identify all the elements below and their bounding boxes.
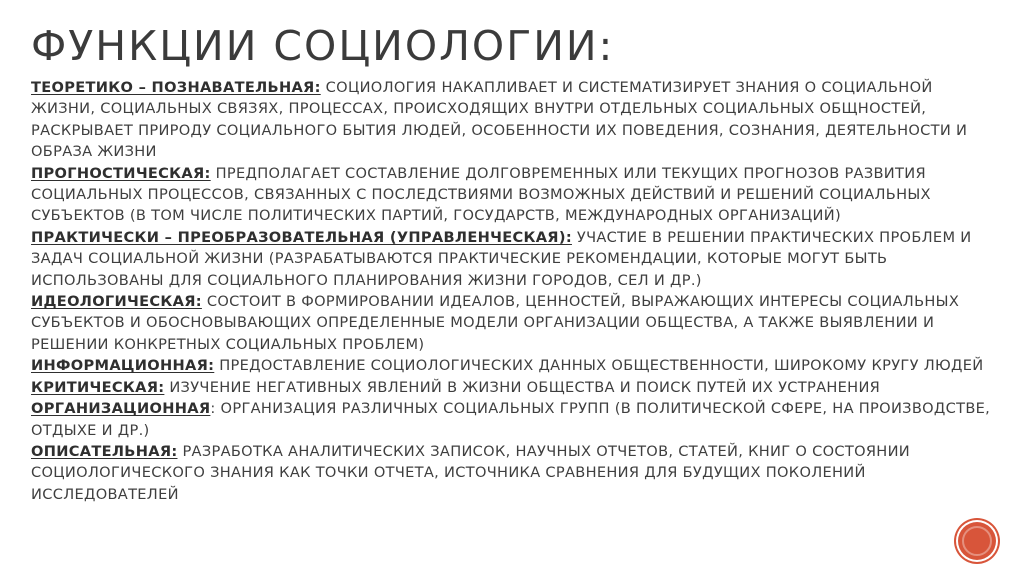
function-description: СОСТОИТ В ФОРМИРОВАНИИ ИДЕАЛОВ, ЦЕННОСТЕЙ, ВЫРАЖАЮЩИХ ИНТЕРЕСЫ СОЦИАЛЬНЫХ СУБЪЕКТОВ И ОБОСНОВЫВАЮЩИХ ОПРЕДЕЛЕННЫЕ МОДЕЛИ ОРГАНИЗАЦИИ ОБЩЕСТВА, А ТАКЖЕ ВЫЯВЛЕНИИ И РЕШЕНИИ КОНКРЕТНЫХ СОЦИАЛЬНЫХ ПРОБЛЕМ) (31, 293, 960, 353)
function-term: ИДЕОЛОГИЧЕСКАЯ: (31, 293, 202, 311)
function-term: ТЕОРЕТИКО – ПОЗНАВАТЕЛЬНАЯ: (31, 79, 321, 96)
function-item-descriptive (31, 441, 996, 505)
function-item-critical (31, 377, 996, 398)
slide-title: ФУНКЦИИ СОЦИОЛОГИИ: (31, 22, 615, 70)
function-description: ПРЕДОСТАВЛЕНИЕ СОЦИОЛОГИЧЕСКИХ ДАННЫХ ОБЩЕСТВЕННОСТИ, ШИРОКОМУ КРУГУ ЛЮДЕЙ (214, 357, 984, 375)
function-item-practical (31, 227, 996, 291)
function-description: ПРЕДПОЛАГАЕТ СОСТАВЛЕНИЕ ДОЛГОВРЕМЕННЫХ ИЛИ ТЕКУЩИХ ПРОГНОЗОВ РАЗВИТИЯ СОЦИАЛЬНЫХ ПРОЦЕССОВ, СВЯЗАННЫХ С ПОСЛЕДСТВИЯМИ ВОЗМОЖНЫХ ДЕЙСТВИЙ И РЕШЕНИЙ СОЦИАЛЬНЫХ СУБЪЕКТОВ (В ТОМ ЧИСЛЕ ПОЛИТИЧЕСКИХ ПАРТИЙ, ГОСУДАРСТВ, МЕЖДУНАРОДНЫХ ОРГАНИЗАЦИЙ) (31, 164, 931, 225)
function-item-prognostic (31, 163, 996, 227)
slide-nav-circle-icon[interactable] (958, 522, 996, 560)
function-item-informational (31, 355, 996, 376)
function-item-organizational (31, 398, 996, 441)
function-term: ОРГАНИЗАЦИОННАЯ (31, 400, 211, 418)
function-description: УЧАСТИЕ В РЕШЕНИИ ПРАКТИЧЕСКИХ ПРОБЛЕМ И ЗАДАЧ СОЦИАЛЬНОЙ ЖИЗНИ (РАЗРАБАТЫВАЮТСЯ ПРАКТИЧЕСКИЕ РЕКОМЕНДАЦИИ, КОТОРЫЕ МОГУТ БЫТЬ ИСПОЛЬЗОВАНЫ ДЛЯ СОЦИАЛЬНОГО ПЛАНИРОВАНИЯ ЖИЗНИ ГОРОДОВ, СЕЛ И ДР.) (31, 228, 972, 289)
function-term: ОПИСАТЕЛЬНАЯ: (31, 442, 178, 460)
function-description: ИЗУЧЕНИЕ НЕГАТИВНЫХ ЯВЛЕНИЙ В ЖИЗНИ ОБЩЕСТВА И ПОИСК ПУТЕЙ ИХ УСТРАНЕНИЯ (164, 378, 881, 396)
function-item-theoretical (31, 77, 996, 163)
function-description: СОЦИОЛОГИЯ НАКАПЛИВАЕТ И СИСТЕМАТИЗИРУЕТ ЗНАНИЯ О СОЦИАЛЬНОЙ ЖИЗНИ, СОЦИАЛЬНЫХ СВЯЗЯХ, ПРОЦЕССАХ, ПРОИСХОДЯЩИХ ВНУТРИ ОТДЕЛЬНЫХ СОЦИАЛЬНЫХ ОБЩНОСТЕЙ, РАСКРЫВАЕТ ПРИРОДУ СОЦИАЛЬНОГО БЫТИЯ ЛЮДЕЙ, ОСОБЕННОСТИ ИХ ПОВЕДЕНИЯ, СОЗНАНИЯ, ДЕЯТЕЛЬНОСТИ И ОБРАЗА ЖИЗНИ (31, 79, 968, 161)
function-term: ПРАКТИЧЕСКИ – ПРЕОБРАЗОВАТЕЛЬНАЯ (УПРАВЛЕНЧЕСКАЯ): (31, 228, 572, 246)
function-term: КРИТИЧЕСКАЯ: (31, 378, 165, 396)
functions-list (31, 77, 996, 505)
function-term: ИНФОРМАЦИОННАЯ: (31, 357, 215, 375)
function-description: : ОРГАНИЗАЦИЯ РАЗЛИЧНЫХ СОЦИАЛЬНЫХ ГРУПП (В ПОЛИТИЧЕСКОЙ СФЕРЕ, НА ПРОИЗВОДСТВЕ, ОТДЫХЕ И ДР.) (31, 400, 991, 439)
function-term: ПРОГНОСТИЧЕСКАЯ: (31, 164, 211, 182)
function-item-ideological (31, 291, 996, 355)
function-description: РАЗРАБОТКА АНАЛИТИЧЕСКИХ ЗАПИСОК, НАУЧНЫХ ОТЧЕТОВ, СТАТЕЙ, КНИГ О СОСТОЯНИИ СОЦИОЛОГИЧЕСКОГО ЗНАНИЯ КАК ТОЧКИ ОТЧЕТА, ИСТОЧНИКА СРАВНЕНИЯ ДЛЯ БУДУЩИХ ПОКОЛЕНИЙ ИССЛЕДОВАТЕЛЕЙ (31, 442, 911, 503)
